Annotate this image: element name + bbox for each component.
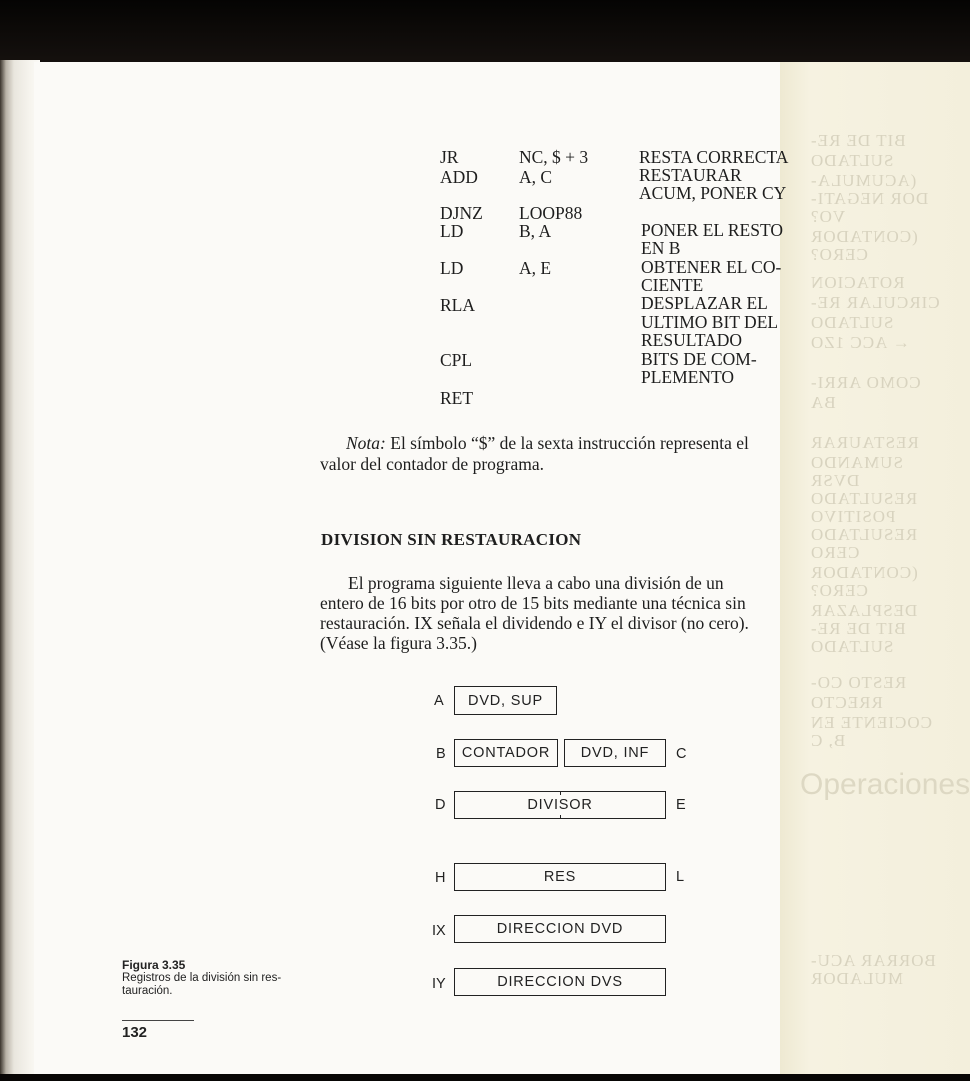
note-line-2: valor del contador de programa. [320, 454, 545, 474]
code-operand: A, E [519, 258, 552, 278]
code-operand: LOOP88 [519, 203, 583, 223]
register-box: DIVISOR [454, 791, 666, 819]
code-label: CPL [440, 350, 473, 370]
code-label: JR [440, 147, 459, 167]
paragraph-line: entero de 16 bits por otro de 15 bits mediante una técnica sin [320, 593, 746, 613]
code-comment: EN B [641, 238, 681, 258]
code-comment: ACUM, PONER CY [639, 183, 787, 203]
register-label: A [434, 693, 444, 709]
code-comment: OBTENER EL CO- [641, 257, 782, 277]
register-label: B [436, 746, 446, 762]
paragraph-line: El programa siguiente lleva a cabo una división de un [348, 573, 724, 593]
register-divider-tick [560, 791, 561, 795]
code-comment: PONER EL RESTO [641, 220, 783, 240]
bottom-shadow [0, 1074, 970, 1081]
note-label: Nota: [346, 433, 386, 453]
figure-caption [122, 959, 312, 998]
register-box: DIRECCION DVD [454, 915, 666, 943]
code-comment: ULTIMO BIT DEL [641, 312, 779, 332]
code-comment: BITS DE COM- [641, 349, 757, 369]
page-number-rule [122, 1020, 194, 1021]
register-label: C [676, 746, 687, 762]
register-box: RES [454, 863, 666, 891]
code-label: ADD [440, 167, 478, 187]
facing-page-bleed: BIT DE RE- SULTADO (ACUMULA- DOR NEGATI- VO? (CONTADOR CERO? ROTACION CIRCULAR RE- SULTADO ← ACC 1ZO COMO ARRI- BA RESTAURAR SUMANDO DVSR RESULTADO POSITIVO RESULTADO CERO (CONTADOR CERO? DESPLAZAR BIT DE RE- SULTADO RESTO CO- RRECTO COCIENTE EN B, C Operaciones BORRAR ACU- MULADOR [780, 62, 970, 1074]
register-box: DVD, INF [564, 739, 666, 767]
code-label: RET [440, 388, 474, 408]
paragraph-line: restauración. IX señala el dividendo e IY el divisor (no cero). [320, 613, 749, 633]
section-heading: DIVISION SIN RESTAURACION [321, 530, 582, 549]
code-operand: A, C [519, 167, 553, 187]
register-label: E [676, 797, 686, 813]
caption-text: Registros de la división sin res- tauración. [122, 972, 282, 997]
register-label: L [676, 869, 685, 885]
top-shadow [0, 0, 970, 64]
register-box: DVD, SUP [454, 686, 557, 715]
code-label: RLA [440, 295, 475, 315]
code-comment: RESTA CORRECTA [639, 147, 789, 167]
code-label: DJNZ [440, 203, 483, 223]
code-comment: RESTAURAR [639, 165, 742, 185]
page-surface [34, 62, 780, 1074]
register-box: DIRECCION DVS [454, 968, 666, 996]
register-divider-tick [560, 815, 561, 819]
paragraph-line: (Véase la figura 3.35.) [320, 633, 477, 653]
register-box: CONTADOR [454, 739, 558, 767]
register-label: D [435, 797, 446, 813]
code-label: LD [440, 258, 464, 278]
note-line-1: El símbolo “$” de la sexta instrucción representa el [390, 433, 749, 453]
code-comment: CIENTE [641, 275, 704, 295]
note [346, 433, 780, 454]
code-label: LD [440, 221, 464, 241]
code-comment: RESULTADO [641, 330, 743, 350]
code-operand: NC, $ + 3 [519, 147, 589, 167]
code-operand: B, A [519, 221, 552, 241]
page-number: 132 [122, 1024, 148, 1041]
caption-title: Figura 3.35 [122, 958, 186, 972]
register-label: IX [432, 923, 446, 939]
register-label: H [435, 870, 446, 886]
code-comment: DESPLAZAR EL [641, 293, 768, 313]
register-label: IY [432, 976, 446, 992]
code-comment: PLEMENTO [641, 367, 735, 387]
